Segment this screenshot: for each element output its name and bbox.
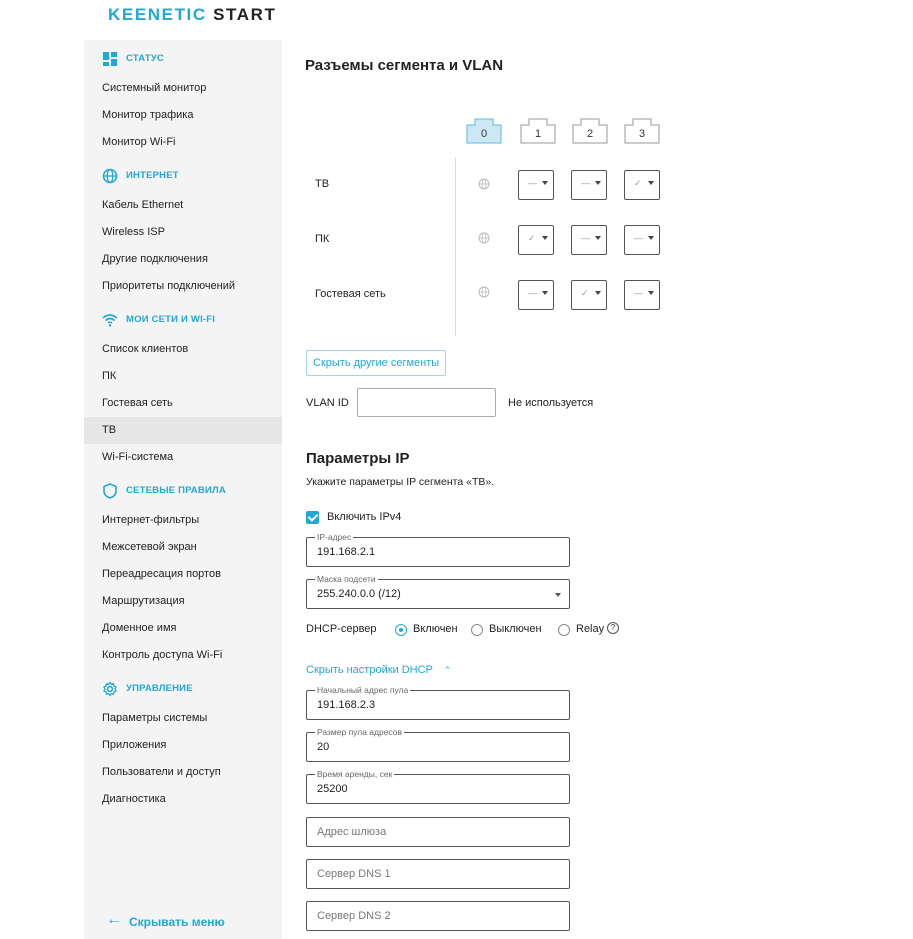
- sidebar-item-domain-name[interactable]: Доменное имя: [102, 622, 177, 634]
- ip-address-label: IP-адрес: [317, 532, 352, 542]
- port-mode-select[interactable]: [624, 225, 660, 255]
- subnet-mask-label: Маска подсети: [317, 574, 376, 584]
- chevron-down-icon: [648, 291, 654, 295]
- port-header-2: [572, 118, 608, 144]
- port-header-1: [520, 118, 556, 144]
- sidebar-section-status[interactable]: [84, 46, 282, 72]
- main-content: [282, 40, 913, 939]
- dns2-placeholder: Сервер DNS 2: [317, 910, 391, 922]
- chevron-down-icon: [648, 181, 654, 185]
- pool-size-value: 20: [317, 741, 330, 753]
- port-mode-none: —: [581, 233, 590, 243]
- sidebar-item-internet-filters[interactable]: Интернет-фильтры: [102, 514, 200, 526]
- check-icon: ✓: [634, 178, 642, 188]
- chevron-down-icon: [595, 181, 601, 185]
- port-number: 1: [534, 128, 542, 140]
- globe-icon: [102, 168, 118, 184]
- sidebar-item-traffic-monitor[interactable]: Монитор трафика: [102, 109, 194, 121]
- sidebar-item-ethernet[interactable]: Кабель Ethernet: [102, 199, 184, 211]
- chevron-down-icon: [542, 291, 548, 295]
- sidebar-section-internet[interactable]: [84, 163, 282, 189]
- ip-address-value: 191.168.2.1: [317, 546, 376, 558]
- chevron-down-icon: [542, 236, 548, 240]
- dhcp-radio-relay[interactable]: [558, 624, 570, 636]
- chevron-down-icon: [542, 181, 548, 185]
- sidebar-item-guest-network[interactable]: Гостевая сеть: [102, 397, 173, 409]
- sidebar-section-network-rules[interactable]: [84, 478, 282, 504]
- sidebar: [84, 40, 282, 939]
- vlan-status: Не используется: [508, 397, 594, 409]
- sidebar-item-routing[interactable]: Маршрутизация: [102, 595, 185, 607]
- sidebar-section-management[interactable]: [84, 676, 282, 702]
- chevron-up-icon: ⌃: [443, 665, 452, 675]
- hide-menu-label: Скрывать меню: [129, 915, 225, 929]
- dns2-input[interactable]: [306, 901, 570, 931]
- hide-menu-button[interactable]: [84, 908, 282, 936]
- top-bar: [0, 0, 913, 40]
- subnet-mask-value: 255.240.0.0 (/12): [317, 588, 401, 600]
- port-mode-select[interactable]: [624, 170, 660, 200]
- dhcp-radio-disabled[interactable]: [471, 624, 483, 636]
- pool-size-label: Размер пула адресов: [317, 727, 403, 737]
- sidebar-section-label: СЕТЕВЫЕ ПРАВИЛА: [126, 485, 226, 496]
- sidebar-item-port-forwarding[interactable]: Переадресация портов: [102, 568, 221, 580]
- check-icon: ✓: [528, 233, 536, 243]
- enable-ipv4-label: Включить IPv4: [327, 511, 402, 523]
- dhcp-option-relay: Relay: [576, 623, 605, 635]
- port-mode-select[interactable]: [571, 280, 607, 310]
- wifi-icon: [102, 312, 118, 328]
- segment-label-pc: ПК: [315, 233, 330, 245]
- logo[interactable]: [108, 5, 277, 25]
- subnet-mask-select[interactable]: [306, 574, 570, 609]
- dns1-input[interactable]: [306, 859, 570, 889]
- gateway-input[interactable]: [306, 817, 570, 847]
- hide-dhcp-settings-label: Скрыть настройки DHCP: [306, 664, 433, 676]
- dhcp-server-label: DHCP-сервер: [306, 623, 377, 635]
- port-mode-select[interactable]: [624, 280, 660, 310]
- dhcp-radio-enabled[interactable]: [395, 624, 407, 636]
- port-mode-none: —: [634, 233, 643, 243]
- ip-description: Укажите параметры IP сегмента «ТВ».: [306, 476, 495, 488]
- sidebar-section-label: УПРАВЛЕНИЕ: [126, 683, 193, 694]
- enable-ipv4-checkbox[interactable]: [306, 511, 319, 524]
- hide-segments-button[interactable]: Скрыть другие сегменты: [306, 350, 446, 376]
- sidebar-item-connection-priorities[interactable]: Приоритеты подключений: [102, 280, 236, 292]
- port-mode-none: —: [634, 288, 643, 298]
- port-mode-select[interactable]: [518, 170, 554, 200]
- sidebar-item-applications[interactable]: Приложения: [102, 739, 167, 751]
- pool-size-input[interactable]: [306, 727, 570, 762]
- globe-icon: [478, 178, 490, 190]
- port-number: 3: [638, 128, 646, 140]
- sidebar-section-label: ИНТЕРНЕТ: [126, 170, 179, 181]
- sidebar-item-firewall[interactable]: Межсетевой экран: [102, 541, 197, 553]
- segment-label-tv: ТВ: [315, 178, 330, 190]
- globe-icon: [478, 232, 490, 244]
- ports-title: Разъемы сегмента и VLAN: [305, 57, 504, 74]
- chevron-down-icon: [555, 593, 561, 597]
- arrow-left-icon: ←: [106, 911, 122, 928]
- logo-product: START: [213, 5, 277, 24]
- lease-time-label: Время аренды, сек: [317, 769, 393, 779]
- sidebar-item-wifi-system[interactable]: Wi-Fi-система: [102, 451, 174, 463]
- hide-dhcp-settings-link[interactable]: [306, 664, 451, 676]
- gateway-placeholder: Адрес шлюза: [317, 826, 387, 838]
- dhcp-option-enabled: Включен: [413, 623, 458, 635]
- segment-label-guest: Гостевая сеть: [315, 288, 386, 300]
- sidebar-section-my-networks[interactable]: [84, 307, 282, 333]
- port-mode-select[interactable]: [518, 280, 554, 310]
- sidebar-item-users-access[interactable]: Пользователи и доступ: [102, 766, 221, 778]
- sidebar-item-system-monitor[interactable]: Системный монитор: [102, 82, 207, 94]
- logo-brand: KEENETIC: [108, 5, 207, 24]
- pool-start-input[interactable]: [306, 685, 570, 720]
- shield-icon: [102, 483, 118, 499]
- sidebar-item-wifi-access-control[interactable]: Контроль доступа Wi-Fi: [102, 649, 223, 661]
- ip-title: Параметры IP: [306, 450, 410, 467]
- chevron-down-icon: [595, 236, 601, 240]
- sidebar-item-pc[interactable]: ПК: [102, 370, 117, 382]
- port-header-0: [466, 118, 502, 144]
- sidebar-section-label: СТАТУС: [126, 53, 164, 64]
- port-mode-select[interactable]: [571, 225, 607, 255]
- port-number: 0: [480, 128, 488, 140]
- help-icon[interactable]: ?: [607, 622, 619, 634]
- vlan-id-input[interactable]: [357, 388, 496, 417]
- vlan-label: VLAN ID: [306, 397, 349, 409]
- sidebar-item-wireless-isp[interactable]: Wireless ISP: [102, 226, 165, 238]
- globe-icon: [478, 286, 490, 298]
- pool-start-label: Начальный адрес пула: [317, 685, 409, 695]
- ip-address-input[interactable]: [306, 532, 570, 567]
- port-mode-none: —: [528, 178, 537, 188]
- sidebar-section-label: МОИ СЕТИ И WI-FI: [126, 314, 216, 325]
- dns1-placeholder: Сервер DNS 1: [317, 868, 391, 880]
- dashboard-icon: [102, 51, 118, 67]
- port-number: 2: [586, 128, 594, 140]
- sidebar-item-wifi-monitor[interactable]: Монитор Wi-Fi: [102, 136, 176, 148]
- chevron-down-icon: [595, 291, 601, 295]
- lease-time-value: 25200: [317, 783, 348, 795]
- chevron-down-icon: [648, 236, 654, 240]
- pool-start-value: 191.168.2.3: [317, 699, 376, 711]
- gear-icon: [102, 681, 118, 697]
- sidebar-item-client-list[interactable]: Список клиентов: [102, 343, 189, 355]
- check-icon: ✓: [581, 288, 589, 298]
- dhcp-option-disabled: Выключен: [489, 623, 542, 635]
- sidebar-item-other-connections[interactable]: Другие подключения: [102, 253, 208, 265]
- port-mode-none: —: [581, 178, 590, 188]
- port-mode-none: —: [528, 288, 537, 298]
- port-mode-select[interactable]: [571, 170, 607, 200]
- divider: [455, 158, 456, 336]
- port-mode-select[interactable]: [518, 225, 554, 255]
- sidebar-item-system-settings[interactable]: Параметры системы: [102, 712, 208, 724]
- sidebar-item-diagnostics[interactable]: Диагностика: [102, 793, 166, 805]
- port-header-3: [624, 118, 660, 144]
- sidebar-item-tv[interactable]: ТВ: [84, 417, 282, 444]
- lease-time-input[interactable]: [306, 769, 570, 804]
